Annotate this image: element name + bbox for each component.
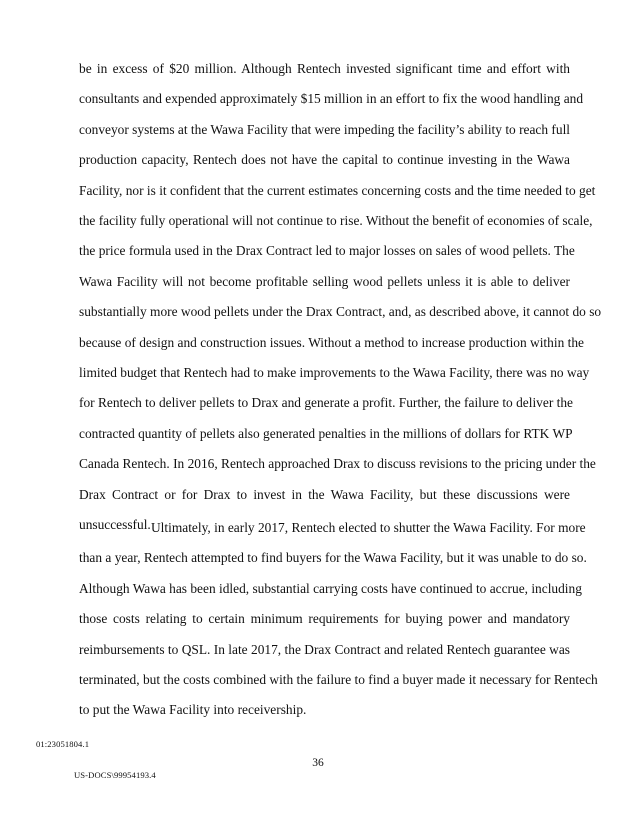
paragraph-2-line: reimbursements to QSL. In late 2017, the Drax Contract and related Rentech guarantee was xyxy=(79,641,570,657)
footer-document-number: 01:23051804.1 xyxy=(36,739,90,749)
paragraph-2-line: terminated, but the costs combined with the failure to find a buyer made it necessary for Rentech xyxy=(79,672,598,688)
paragraph-2-line: Ultimately, in early 2017, Rentech elected to shutter the Wawa Facility. For more xyxy=(151,520,586,535)
paragraph-1-line: Canada Rentech. In 2016, Rentech approached Drax to discuss revisions to the pricing under the xyxy=(79,456,596,472)
paragraph-1-line: because of design and construction issues. Without a method to increase production within the xyxy=(79,334,584,350)
paragraph-1-line: Wawa Facility will not become profitable selling wood pellets unless it is able to deliver xyxy=(79,273,570,289)
body-paragraph-2 xyxy=(79,513,598,726)
paragraph-2-line: Although Wawa has been idled, substantial carrying costs have continued to accrue, including xyxy=(79,580,582,596)
paragraph-1-line: Facility, nor is it confident that the current estimates concerning costs and the time needed to get xyxy=(79,182,596,198)
page-number: 36 xyxy=(312,757,324,769)
paragraph-1-line: contracted quantity of pellets also generated penalties in the millions of dollars for RTK WP xyxy=(79,425,573,441)
paragraph-1-line: be in excess of $20 million. Although Rentech invested significant time and effort with xyxy=(79,61,570,76)
paragraph-1-line: production capacity, Rentech does not have the capital to continue investing in the Wawa xyxy=(79,152,570,168)
paragraph-1-line: the price formula used in the Drax Contract led to major losses on sales of wood pellets. The xyxy=(79,243,575,259)
paragraph-2-line: to put the Wawa Facility into receivership. xyxy=(79,702,307,718)
paragraph-1-line: limited budget that Rentech had to make improvements to the Wawa Facility, there was no way xyxy=(79,365,590,381)
paragraph-2-line: those costs relating to certain minimum requirements for buying power and mandatory xyxy=(79,611,570,627)
paragraph-1-line: for Rentech to deliver pellets to Drax and generate a profit. Further, the failure to deliver the xyxy=(79,395,573,411)
paragraph-1-line: consultants and expended approximately $15 million in an effort to fix the wood handling and xyxy=(79,91,584,107)
footer-document-id: US-DOCS\99954193.4 xyxy=(74,770,156,780)
paragraph-2-line: than a year, Rentech attempted to find buyers for the Wawa Facility, but it was unable to do so. xyxy=(79,550,587,566)
paragraph-1-line: the facility fully operational will not continue to rise. Without the benefit of economies of scale, xyxy=(79,213,593,229)
paragraph-1-line: Drax Contract or for Drax to invest in the Wawa Facility, but these discussions were xyxy=(79,486,570,502)
body-paragraph-1 xyxy=(79,54,602,541)
paragraph-1-line: unsuccessful. xyxy=(79,517,151,533)
paragraph-1-line: substantially more wood pellets under the Drax Contract, and, as described above, it cannot do so xyxy=(79,304,602,320)
paragraph-1-line: conveyor systems at the Wawa Facility that were impeding the facility’s ability to reach full xyxy=(79,121,571,137)
